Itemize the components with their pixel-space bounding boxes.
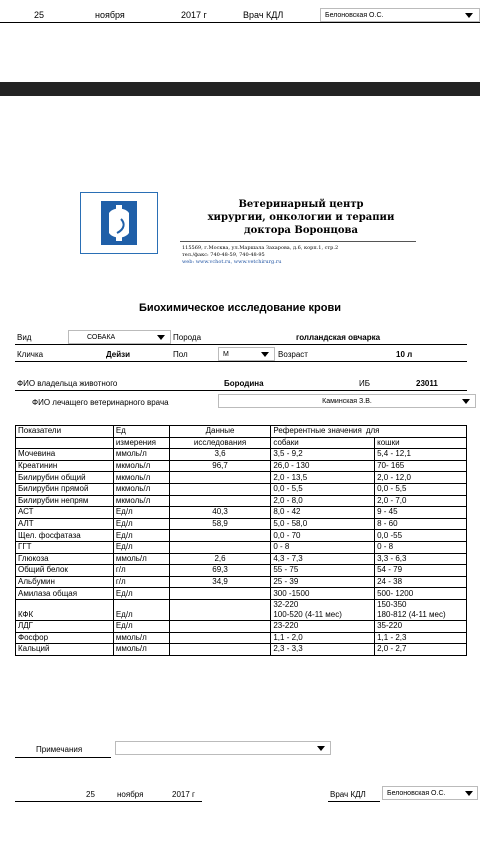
table-cell: Ед/л	[113, 530, 169, 542]
footer-doctor-value: Белоновская О.С.	[387, 790, 446, 797]
row-line	[15, 344, 467, 345]
table-cell: мкмоль/л	[113, 495, 169, 507]
notes-label: Примечания	[36, 745, 83, 754]
table-cell: 34,9	[169, 576, 271, 588]
name-value: Дейзи	[106, 350, 131, 359]
results-table	[15, 425, 467, 656]
chevron-down-icon	[462, 399, 470, 404]
table-cell: Ед/л	[113, 541, 169, 553]
table-cell	[169, 495, 271, 507]
table-cell: 0,0 - 5,5	[375, 483, 467, 495]
table-cell: Данные	[169, 426, 271, 438]
table-cell: 35-220	[375, 620, 467, 632]
table-cell	[16, 437, 114, 449]
species-value: СОБАКА	[87, 334, 116, 341]
table-row	[16, 588, 467, 600]
sex-label: Пол	[173, 350, 188, 359]
table-header-row	[16, 437, 467, 449]
table-cell	[169, 530, 271, 542]
table-cell: 2,0 - 7,0	[375, 495, 467, 507]
table-cell: Амилаза общая	[16, 588, 114, 600]
table-cell: 58,9	[169, 518, 271, 530]
table-cell	[169, 541, 271, 553]
age-value: 10 л	[396, 350, 413, 359]
table-cell	[169, 599, 271, 620]
clinic-name-line3: доктора Воронцова	[244, 225, 358, 236]
reference-header-text: Референтные значения	[273, 426, 362, 436]
table-cell: Ед/л	[113, 599, 169, 620]
top-year: 2017 г	[181, 10, 207, 20]
table-cell: 3,5 - 9,2	[271, 449, 375, 461]
top-day: 25	[34, 10, 45, 20]
table-row	[16, 472, 467, 484]
breed-label: Порода	[173, 333, 202, 342]
footer-month: ноября	[117, 790, 144, 799]
table-cell: кошки	[375, 437, 467, 449]
table-cell: КФК	[16, 599, 114, 620]
table-cell: 96,7	[169, 460, 271, 472]
table-cell: 70- 165	[375, 460, 467, 472]
page-separator	[0, 82, 480, 96]
table-cell	[169, 620, 271, 632]
table-row	[16, 565, 467, 577]
table-cell	[169, 644, 271, 656]
table-cell: 2,0 - 2,7	[375, 644, 467, 656]
clinic-logo	[80, 192, 158, 254]
clinic-address	[182, 245, 338, 266]
header-divider	[180, 241, 416, 242]
table-cell: ммоль/л	[113, 644, 169, 656]
table-cell: мкмоль/л	[113, 472, 169, 484]
table-row	[16, 483, 467, 495]
row-line	[15, 390, 467, 391]
breed-value: голландская овчарка	[296, 333, 381, 342]
table-row	[16, 530, 467, 542]
table-row	[16, 518, 467, 530]
age-label: Возраст	[278, 350, 308, 359]
table-cell	[169, 472, 271, 484]
table-cell: 26,0 - 130	[271, 460, 375, 472]
table-cell	[169, 588, 271, 600]
clinic-name	[168, 198, 434, 237]
table-cell: 0 - 8	[375, 541, 467, 553]
table-cell: исследования	[169, 437, 271, 449]
table-cell: Альбумин	[16, 576, 114, 588]
table-cell: 8 - 60	[375, 518, 467, 530]
table-cell: Билирубин непрям	[16, 495, 114, 507]
table-cell: 2,6	[169, 553, 271, 565]
chevron-down-icon	[317, 746, 325, 751]
table-cell: г/л	[113, 576, 169, 588]
table-cell: 3,3 - 6,3	[375, 553, 467, 565]
top-doctor-value: Белоновская О.С.	[325, 12, 384, 19]
table-row	[16, 632, 467, 644]
table-cell: Ед/л	[113, 588, 169, 600]
species-dropdown[interactable]	[68, 330, 171, 344]
address-line3: web: www.vchot.ru, www.vetchirurg.ru	[182, 259, 282, 265]
table-cell: Ед/л	[113, 507, 169, 519]
table-row	[16, 449, 467, 461]
table-cell: 69,3	[169, 565, 271, 577]
table-cell: Мочевина	[16, 449, 114, 461]
table-cell: мкмоль/л	[113, 460, 169, 472]
table-cell: АСТ	[16, 507, 114, 519]
clinic-name-line2: хирургии, онкологии и терапии	[207, 212, 395, 223]
reference-line: 150-350	[377, 599, 407, 609]
table-cell: 2,0 - 8,0	[271, 495, 375, 507]
table-cell: Креатинин	[16, 460, 114, 472]
table-cell	[169, 632, 271, 644]
top-date-bar	[0, 0, 480, 23]
clinic-name-line1: Ветеринарный центр	[238, 199, 364, 210]
table-cell: ЛДГ	[16, 620, 114, 632]
vet-dropdown[interactable]	[218, 394, 476, 408]
species-label: Вид	[17, 333, 32, 342]
top-month: ноября	[95, 10, 125, 20]
table-cell: 300 -1500	[271, 588, 375, 600]
table-cell: ммоль/л	[113, 449, 169, 461]
table-cell: 54 - 79	[375, 565, 467, 577]
table-cell: Общий белок	[16, 565, 114, 577]
table-cell: Глюкоза	[16, 553, 114, 565]
table-cell: 23-220	[271, 620, 375, 632]
table-header-reference	[271, 426, 467, 438]
table-cell: 1,1 - 2,0	[271, 632, 375, 644]
ib-label: ИБ	[359, 379, 370, 388]
table-cell: 55 - 75	[271, 565, 375, 577]
footer-date-line	[15, 801, 202, 802]
table-cell: 2,0 - 13,5	[271, 472, 375, 484]
table-cell: 5,0 - 58,0	[271, 518, 375, 530]
vet-label: ФИО лечащего ветеринарного врача	[32, 398, 169, 407]
notes-dropdown[interactable]	[115, 741, 331, 755]
table-cell: Ед	[113, 426, 169, 438]
table-cell: 3,6	[169, 449, 271, 461]
footer-year: 2017 г	[172, 790, 195, 799]
sex-dropdown[interactable]	[218, 347, 275, 361]
table-row	[16, 553, 467, 565]
owner-value: Бородина	[224, 379, 264, 388]
table-cell: измерения	[113, 437, 169, 449]
address-line2: тел./факс: 740-48-59, 740-48-95	[182, 252, 265, 258]
name-label: Кличка	[17, 350, 44, 359]
footer-doctor-dropdown[interactable]	[382, 786, 478, 800]
footer-doctor-label: Врач КДЛ	[330, 790, 366, 799]
table-row	[16, 495, 467, 507]
table-cell: мкмоль/л	[113, 483, 169, 495]
table-row	[16, 507, 467, 519]
table-cell: Фосфор	[16, 632, 114, 644]
footer-day: 25	[86, 790, 95, 799]
table-cell: 9 - 45	[375, 507, 467, 519]
table-cell: 8,0 - 42	[271, 507, 375, 519]
table-cell: собаки	[271, 437, 375, 449]
table-row	[16, 620, 467, 632]
table-cell: ГГТ	[16, 541, 114, 553]
footer-doctor-line	[328, 801, 380, 802]
table-cell	[375, 599, 467, 620]
table-row	[16, 460, 467, 472]
table-cell: 5,4 - 12,1	[375, 449, 467, 461]
owner-label: ФИО владельца животного	[17, 379, 118, 388]
sex-value: М	[223, 351, 229, 358]
table-cell: 2,3 - 3,3	[271, 644, 375, 656]
notes-underline	[15, 757, 111, 758]
row-line	[15, 361, 467, 362]
table-cell: АЛТ	[16, 518, 114, 530]
table-cell	[271, 599, 375, 620]
table-cell: Кальций	[16, 644, 114, 656]
table-row	[16, 576, 467, 588]
table-cell: 0,0 -55	[375, 530, 467, 542]
ib-value: 23011	[416, 379, 438, 388]
table-row	[16, 541, 467, 553]
table-cell: Билирубин прямой	[16, 483, 114, 495]
top-doctor-label: Врач КДЛ	[243, 10, 284, 20]
table-cell: Ед/л	[113, 620, 169, 632]
table-cell: ммоль/л	[113, 553, 169, 565]
reference-header-for: для	[365, 426, 380, 436]
chevron-down-icon	[465, 791, 473, 796]
table-cell: 40,3	[169, 507, 271, 519]
table-cell: 24 - 38	[375, 576, 467, 588]
table-cell: 0 - 8	[271, 541, 375, 553]
address-line1: 115569, г.Москва, ул.Маршала Захарова, д.6, корп.1, стр.2	[182, 245, 339, 251]
table-cell: 25 - 39	[271, 576, 375, 588]
table-cell: г/л	[113, 565, 169, 577]
chevron-down-icon	[465, 13, 473, 18]
table-cell: Щел. фосфатаза	[16, 530, 114, 542]
table-cell: 500- 1200	[375, 588, 467, 600]
table-cell: 4,3 - 7,3	[271, 553, 375, 565]
reference-line: 32-220	[273, 599, 299, 609]
reference-line: 180-812 (4-11 мес)	[377, 609, 446, 619]
vet-value: Каминская З.В.	[322, 398, 372, 405]
table-row	[16, 599, 467, 620]
table-row	[16, 644, 467, 656]
table-cell: ммоль/л	[113, 632, 169, 644]
top-doctor-dropdown[interactable]	[320, 8, 480, 22]
table-cell	[169, 483, 271, 495]
table-cell: 0,0 - 5,5	[271, 483, 375, 495]
table-header-row	[16, 426, 467, 438]
chevron-down-icon	[261, 352, 269, 357]
reference-line: 100-520 (4-11 мес)	[273, 609, 342, 619]
table-cell: 0,0 - 70	[271, 530, 375, 542]
table-cell: 2,0 - 12,0	[375, 472, 467, 484]
table-cell: Показатели	[16, 426, 114, 438]
clinic-logo-icon	[81, 193, 157, 253]
table-cell: Билирубин общий	[16, 472, 114, 484]
chevron-down-icon	[157, 335, 165, 340]
table-cell: Ед/л	[113, 518, 169, 530]
page-title: Биохимическое исследование крови	[138, 302, 342, 314]
table-cell: 1,1 - 2,3	[375, 632, 467, 644]
